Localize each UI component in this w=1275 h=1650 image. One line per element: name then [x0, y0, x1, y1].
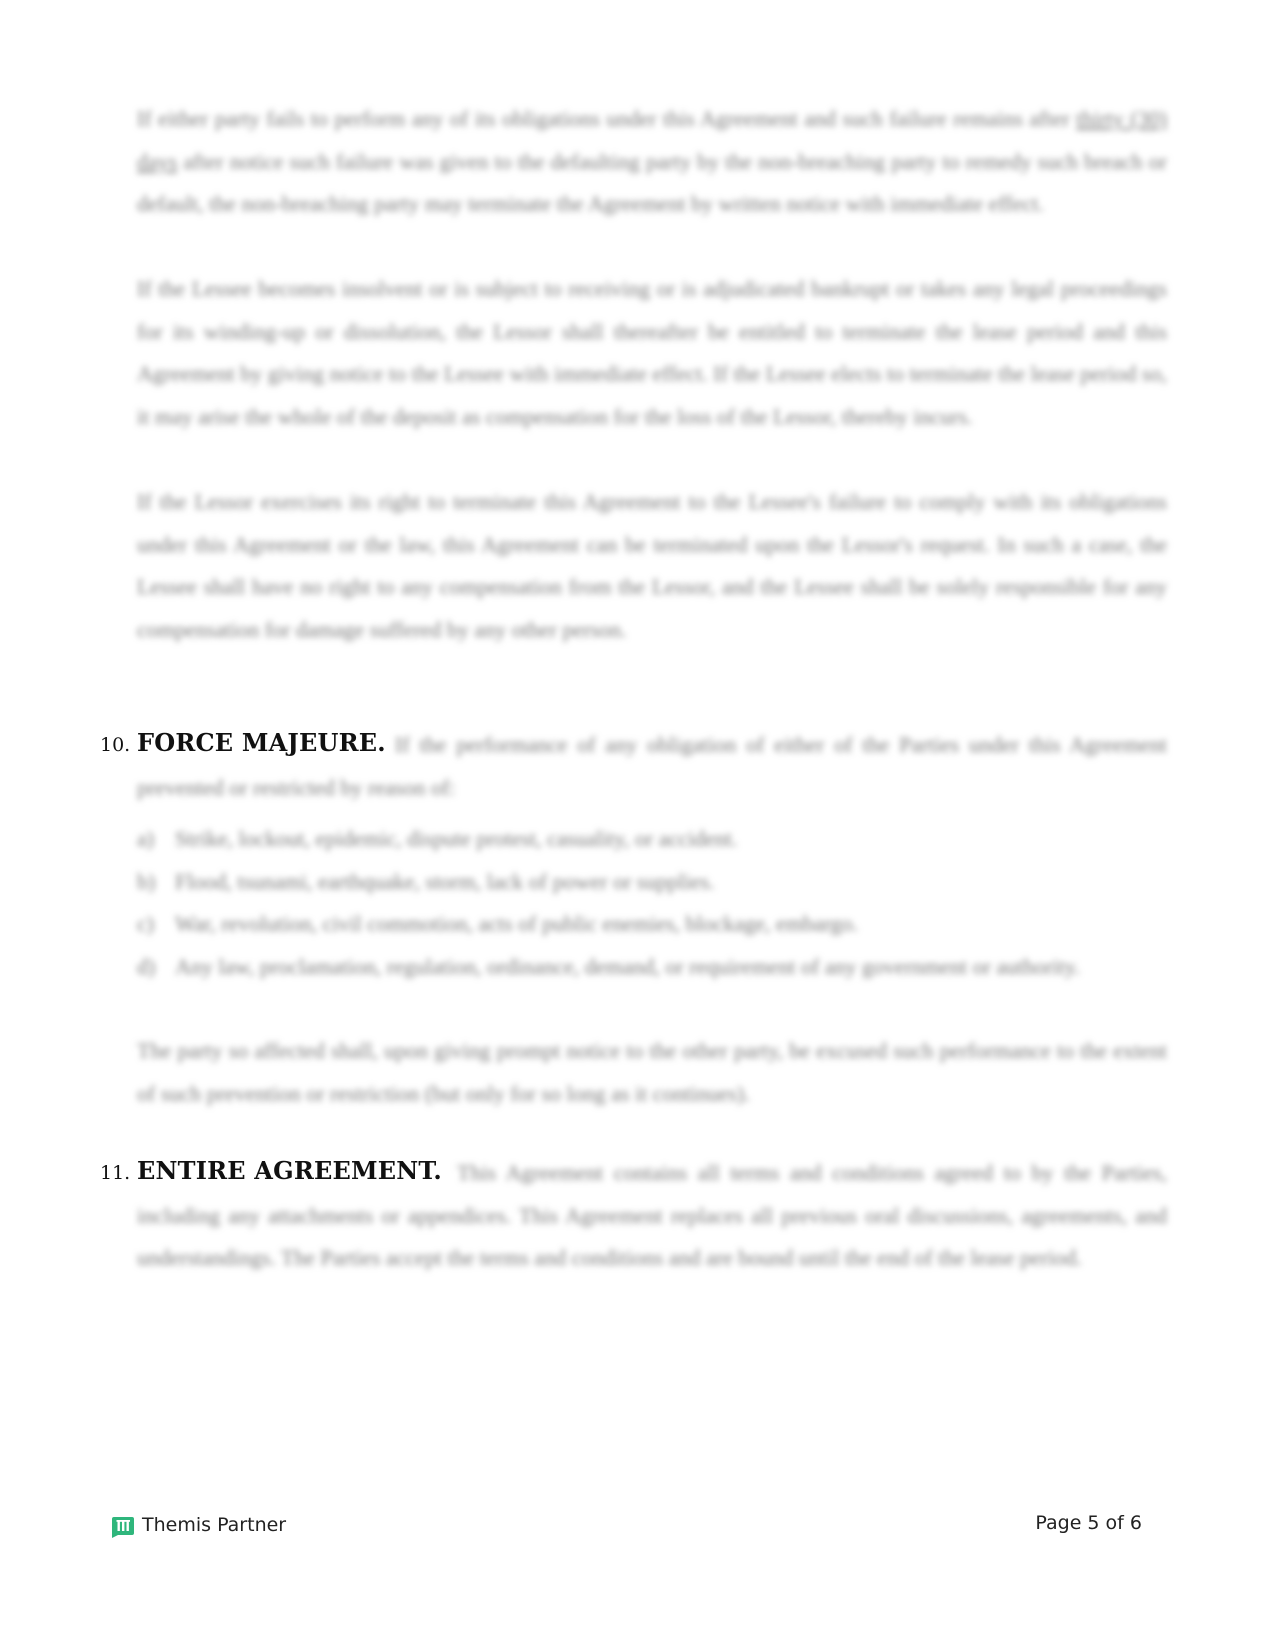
themis-logo-icon	[110, 1512, 136, 1538]
paragraph-text: after notice such failure was given to the defaulting party by the non-breaching party to remedy such breach or default, the non-breaching party may terminate the Agreement by written notice with immediate effect.	[137, 148, 1167, 216]
list-item	[137, 818, 1167, 861]
force-majeure-closing: The party so affected shall, upon giving prompt notice to the other party, be excused such performance to the extent of such prevention or restriction (but only for so long as it continues).	[137, 1038, 1167, 1106]
paragraph-insolvency: If the Lessee becomes insolvent or is subject to receiving or is adjudicated bankrupt or takes any legal proceedings for its winding-up or dissolution, the Lessor shall thereafter be entitled to terminate the lease period and this Agreement by giving notice to the Lessee with immediate effect. If the Lessee elects to terminate the lease period so, it may arise the whole of the deposit as compensation for the loss of the Lessor, thereby incurs.	[137, 276, 1167, 429]
force-majeure-list	[137, 818, 1167, 988]
clause-title: ENTIRE AGREEMENT.	[137, 1156, 442, 1185]
list-item-text: Flood, tsunami, earthquake, storm, lack of power or supplies.	[175, 868, 715, 894]
brand-name: Themis Partner	[142, 1514, 287, 1536]
list-marker: b)	[137, 868, 156, 894]
list-item	[137, 903, 1167, 946]
clause-text: This Agreement contains all terms and conditions agreed to by the Parties, including any attachments or appendices. This Agreement replaces all previous oral discussions, agreements, and understandings. The Parties accept the terms and conditions and are bound until the end of the lease period.	[137, 1160, 1167, 1270]
list-item	[137, 946, 1167, 989]
page-number: Page 5 of 6	[1035, 1512, 1142, 1534]
paragraph-breach-termination	[137, 98, 1167, 226]
clause-heading	[100, 1156, 442, 1185]
list-marker: c)	[137, 911, 155, 936]
clause-title: FORCE MAJEURE.	[137, 728, 386, 757]
clause-number: 11.	[100, 1162, 131, 1184]
clause-text: If the performance of any obligation of either of the Parties under this Agreement prevented or restricted by reason of:	[137, 732, 1167, 800]
list-item-text: War, revolution, civil commotion, acts of public enemies, blockage, embargo.	[175, 911, 859, 936]
list-item-text: Any law, proclamation, regulation, ordinance, demand, or requirement of any government or authority.	[175, 953, 1080, 979]
footer-brand	[110, 1512, 286, 1538]
list-item-text: Strike, lockout, epidemic, dispute protest, casuality, or accident.	[175, 826, 738, 851]
list-marker: d)	[137, 953, 156, 979]
list-marker: a)	[137, 826, 155, 851]
underlined-term: thirty (30) days	[137, 106, 1167, 174]
clause-number: 10.	[100, 734, 131, 756]
paragraph-text: If either party fails to perform any of its obligations under this Agreement and such failure remains after	[137, 106, 1077, 131]
paragraph-lessor-termination: If the Lessor exercises its right to terminate this Agreement to the Lessee's failure to comply with its obligations under this Agreement or the law, this Agreement can be terminated upon the Lessor's request. In such a case, the Lessee shall have no right to any compensation from the Lessor, and the Lessee shall be solely responsible for any compensation for damage suffered by any other person.	[137, 489, 1167, 642]
clause-heading	[100, 728, 386, 757]
list-item	[137, 861, 1167, 904]
